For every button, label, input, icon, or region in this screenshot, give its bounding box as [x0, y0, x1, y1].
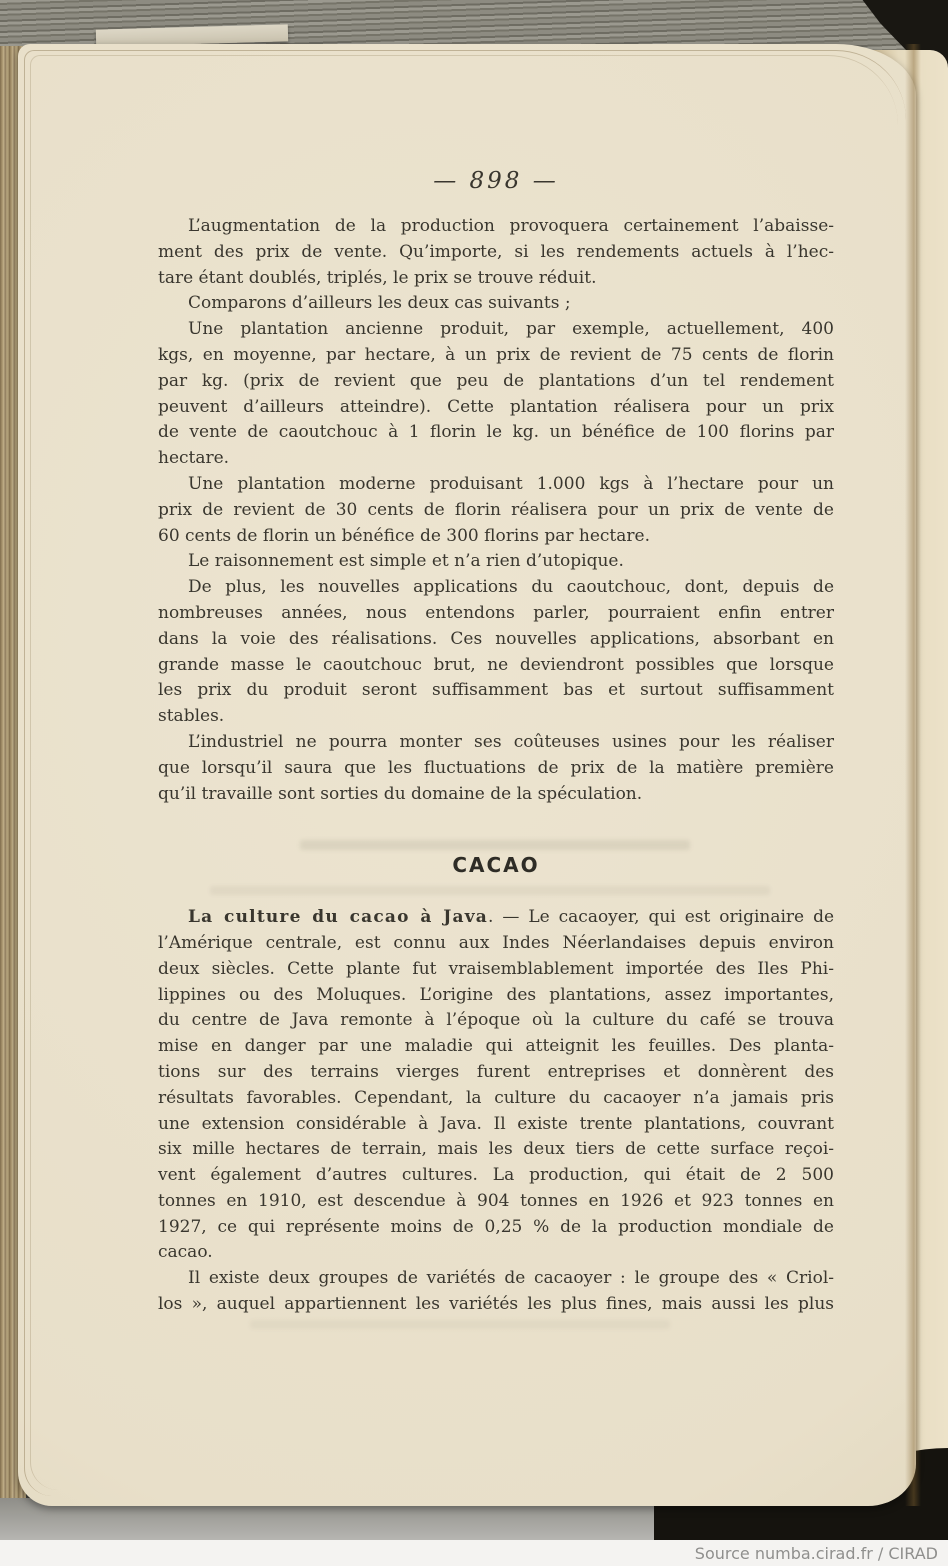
text-line: qu’il travaille sont sorties du domaine de la spéculation.: [158, 783, 643, 804]
text-line: une extension considérable à Java. Il existe trente plantations, couvrant: [158, 1113, 834, 1134]
text-line: 1927, ce qui représente moins de 0,25 % de la production mondiale de: [158, 1216, 834, 1237]
text-line: six mille hectares de terrain, mais les deux tiers de cette surface reçoi-: [158, 1139, 834, 1160]
text-line: mise en danger par une maladie qui atteignit les feuilles. Des planta-: [158, 1036, 834, 1057]
text-line: tions sur des terrains vierges furent entreprises et donnèrent des: [158, 1061, 834, 1082]
text-line: Une plantation moderne produisant 1.000 kgs à l’hectare pour un: [188, 473, 834, 494]
text-line: les prix du produit seront suffisamment bas et surtout suffisamment: [158, 680, 834, 701]
text-line: que lorsqu’il saura que les fluctuations de prix de la matière première: [158, 757, 834, 778]
section-heading: CACAO: [452, 853, 540, 878]
text-line: 60 cents de florin un bénéfice de 300 florins par hectare.: [158, 525, 650, 546]
text-line: du centre de Java remonte à l’époque où la culture du café se trouva: [158, 1010, 834, 1031]
text-line: L’industriel ne pourra monter ses coûteuses usines pour les réaliser: [188, 731, 834, 752]
text-line: deux siècles. Cette plante fut vraisemblablement importée des Iles Phi-: [158, 958, 834, 979]
text-line: De plus, les nouvelles applications du caoutchouc, dont, depuis de: [188, 577, 834, 598]
body-text: [158, 214, 834, 1318]
text-line: Il existe deux groupes de variétés de cacaoyer : le groupe des « Criol-: [188, 1268, 834, 1289]
page-number: — 898 —: [433, 168, 559, 194]
text-line: stables.: [158, 706, 225, 727]
text-line: ment des prix de vente. Qu’importe, si les rendements actuels à l’hec-: [158, 241, 834, 262]
text-line: vent également d’autres cultures. La production, qui était de 2 500: [158, 1165, 834, 1186]
text-line: peuvent d’ailleurs atteindre). Cette plantation réalisera pour un prix: [158, 396, 834, 417]
text-line: tare étant doublés, triplés, le prix se trouve réduit.: [158, 267, 597, 288]
text-line: prix de revient de 30 cents de florin réalisera pour un prix de vente de: [158, 499, 834, 520]
text-line: grande masse le caoutchouc brut, ne deviendront possibles que lorsque: [158, 654, 834, 675]
text-line: los », auquel appartiennent les variétés les plus fines, mais aussi les plus: [158, 1294, 834, 1315]
paragraph-lead-in: La culture du cacao à Java: [188, 907, 488, 928]
verso-showthrough: [250, 1320, 670, 1329]
source-attribution-text: Source numba.cirad.fr / CIRAD: [694, 1543, 938, 1563]
text-line: L’augmentation de la production provoquera certainement l’abaisse-: [188, 216, 834, 236]
text-line: Une plantation ancienne produit, par exemple, actuellement, 400: [188, 319, 834, 340]
text-line: cacao.: [158, 1242, 213, 1263]
text-line: l’Amérique centrale, est connu aux Indes Néerlandaises depuis environ: [158, 932, 834, 953]
text-line: résultats favorables. Cependant, la culture du cacaoyer n’a jamais pris: [158, 1087, 834, 1108]
text-line: Le raisonnement est simple et n’a rien d’utopique.: [188, 551, 624, 572]
text-line: de vente de caoutchouc à 1 florin le kg. un bénéfice de 100 florins par: [158, 422, 834, 443]
text-line: lippines ou des Moluques. L’origine des plantations, assez importantes,: [158, 984, 834, 1005]
text-line: tonnes en 1910, est descendue à 904 tonnes en 1926 et 923 tonnes en: [158, 1190, 834, 1211]
text-line: Comparons d’ailleurs les deux cas suivants ;: [188, 293, 571, 314]
text-line: dans la voie des réalisations. Ces nouvelles applications, absorbant en: [158, 628, 834, 649]
source-attribution-bar: [0, 1540, 948, 1566]
text-line: nombreuses années, nous entendons parler, pourraient enfin entrer: [158, 602, 834, 623]
text-line: La culture du cacao à Java. — Le cacaoyer, qui est originaire de: [188, 907, 835, 928]
page-crease-shadow: [905, 44, 921, 1506]
text-line: par kg. (prix de revient que peu de plantations d’un tel rendement: [158, 370, 834, 391]
text-line: hectare.: [158, 448, 230, 469]
text-line: kgs, en moyenne, par hectare, à un prix de revient de 75 cents de florin: [158, 344, 834, 365]
